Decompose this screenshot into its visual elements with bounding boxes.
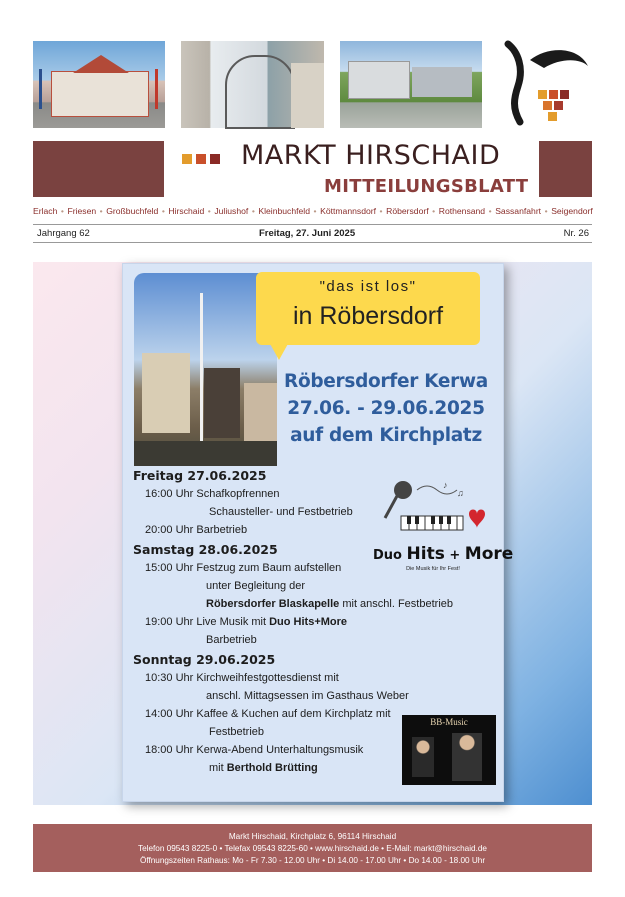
svg-text:♪: ♪	[443, 480, 448, 490]
day-heading-sunday: Sonntag 29.06.2025	[133, 652, 276, 667]
gate-photo	[181, 41, 324, 128]
district-separator: •	[488, 206, 492, 216]
district-name: Großbuchfeld	[106, 206, 159, 216]
program-line: 19:00 Uhr Live Musik mit Duo Hits+More	[145, 616, 348, 628]
microphone-keyboard-icon	[373, 476, 493, 544]
program-line: Schausteller- und Festbetrieb	[209, 506, 353, 518]
district-separator: •	[60, 206, 64, 216]
speech-bubble-tail	[269, 342, 289, 360]
masthead-band-left	[33, 141, 164, 197]
program-line: unter Begleitung der	[206, 580, 306, 592]
district-list	[33, 206, 593, 216]
district-name: Erlach	[33, 206, 58, 216]
headline-line-3: auf dem Kirchplatz	[290, 425, 482, 446]
hirschaid-logo	[500, 38, 595, 128]
bb-music-photo	[402, 715, 496, 785]
issue-number: Nr. 26	[563, 228, 589, 239]
issue-bar	[33, 224, 592, 243]
issue-date: Freitag, 27. Juni 2025	[259, 228, 356, 239]
footer-opening-hours: Öffnungszeiten Rathaus: Mo - Fr 7.30 - 12.00 Uhr • Di 14.00 - 17.00 Uhr • Do 14.00 - 18.00 Uhr	[139, 855, 486, 865]
program-line: mit Berthold Brütting	[209, 762, 318, 774]
day-heading-friday: Freitag 27.06.2025	[133, 468, 267, 483]
footer-contact	[33, 824, 592, 872]
program-line: anschl. Mittagsessen im Gasthaus Weber	[206, 690, 409, 702]
masthead-band-right	[539, 141, 592, 197]
district-name: Friesen	[67, 206, 97, 216]
event-headline	[273, 368, 499, 449]
district-separator: •	[207, 206, 211, 216]
issue-volume: Jahrgang 62	[37, 228, 90, 239]
bubble-location: in Röbersdorf	[292, 302, 444, 330]
town-hall-photo	[33, 41, 165, 128]
district-name: Seigendorf	[551, 206, 593, 216]
program-line: 20:00 Uhr Barbetrieb	[145, 524, 248, 536]
district-name: Sassanfahrt	[495, 206, 542, 216]
footer-address: Markt Hirschaid, Kirchplatz 6, 96114 Hirschaid	[228, 832, 397, 841]
program-line: 10:30 Uhr Kirchweihfestgottesdienst mit	[145, 672, 339, 684]
program-line: Röbersdorfer Blaskapelle mit anschl. Festbetrieb	[206, 598, 453, 610]
masthead-subtitle: MITTEILUNGSBLATT	[324, 176, 529, 197]
district-separator: •	[99, 206, 103, 216]
svg-text:♫: ♫	[457, 488, 464, 498]
school-photo	[340, 41, 482, 128]
program-line: Festbetrieb	[209, 726, 265, 738]
footer-contact-line: Telefon 09543 8225-0 • Telefax 09543 8225-60 • www.hirschaid.de • E-Mail: markt@hirschaid.de	[137, 843, 487, 853]
district-separator: •	[251, 206, 255, 216]
program-line: 18:00 Uhr Kerwa-Abend Unterhaltungsmusik	[145, 744, 364, 756]
district-separator: •	[313, 206, 317, 216]
district-name: Rothensand	[438, 206, 486, 216]
masthead-title: MARKT HIRSCHAID	[241, 140, 501, 171]
bb-music-label: BB-Music	[430, 717, 468, 727]
event-poster	[122, 263, 514, 802]
bubble-tagline: "das ist los"	[319, 278, 417, 295]
district-name: Köttmannsdorf	[320, 206, 376, 216]
district-separator: •	[432, 206, 436, 216]
district-name: Hirschaid	[168, 206, 205, 216]
district-separator: •	[379, 206, 383, 216]
day-heading-saturday: Samstag 28.06.2025	[133, 542, 278, 557]
duo-hits-more-logo	[373, 476, 514, 576]
duo-logo-name: Duo Hits + More	[373, 544, 514, 564]
program-line: 16:00 Uhr Schafkopfrennen	[145, 488, 280, 500]
district-name: Juliushof	[214, 206, 249, 216]
accent-squares	[182, 151, 224, 169]
headline-line-2: 27.06. - 29.06.2025	[287, 398, 485, 419]
district-separator: •	[161, 206, 165, 216]
district-name: Kleinbuchfeld	[258, 206, 310, 216]
program-line: 15:00 Uhr Festzug zum Baum aufstellen	[145, 562, 342, 574]
district-name: Röbersdorf	[386, 206, 429, 216]
program-line: Barbetrieb	[206, 634, 257, 646]
headline-line-1: Röbersdorfer Kerwa	[284, 371, 488, 392]
district-separator: •	[544, 206, 548, 216]
duo-logo-tagline: Die Musik für Ihr Fest!	[406, 566, 460, 572]
program-line: 14:00 Uhr Kaffee & Kuchen auf dem Kirchplatz mit	[145, 708, 391, 720]
